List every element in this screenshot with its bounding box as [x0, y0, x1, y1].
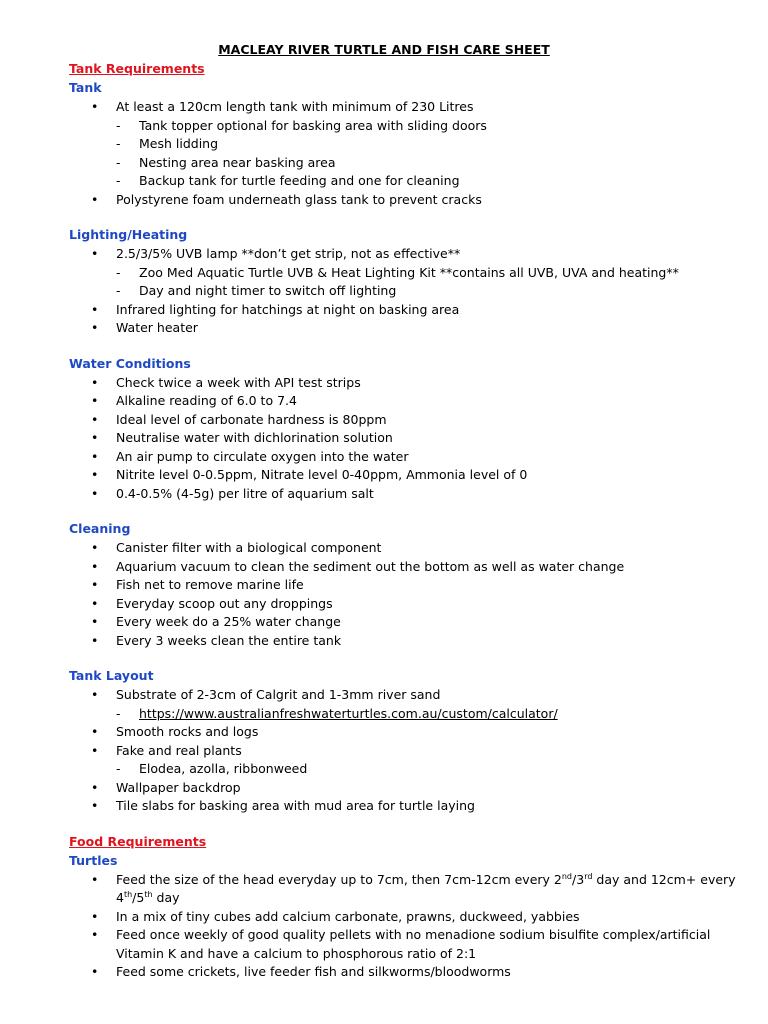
list-item: • Aquarium vacuum to clean the sediment out the bottom as well as water change [91, 558, 625, 574]
list-item: • Everyday scoop out any droppings [91, 595, 333, 611]
subheading-cleaning: Cleaning [69, 521, 131, 536]
subheading-water-conditions: Water Conditions [69, 355, 191, 371]
list-item: • Polystyrene foam underneath glass tank to prevent cracks [91, 191, 482, 207]
subheading-tank: Tank [69, 80, 102, 95]
subheading-tank-layout: Tank Layout [69, 668, 154, 683]
list-item: • Infrared lighting for hatchings at night on basking area [91, 301, 460, 317]
section-heading-food-requirements: Food Requirements [69, 833, 207, 849]
sub-list-item: - Nesting area near basking area [116, 154, 336, 170]
list-item: • An air pump to circulate oxygen into the water [91, 448, 409, 464]
list-item: • Every 3 weeks clean the entire tank [91, 632, 342, 648]
list-item: • Every week do a 25% water change [91, 614, 341, 629]
list-item: • Nitrite level 0-0.5ppm, Nitrate level 0-40ppm, Ammonia level of 0 [91, 467, 528, 482]
list-item: • Feed the size of the head everyday up to 7cm, then 7cm-12cm every 2nd/3rd day and 12cm+ every 4th/5th day [91, 871, 736, 905]
list-item: • Water heater [91, 320, 198, 335]
sub-list-item: - Day and night timer to switch off lighting [116, 283, 397, 298]
list-item: • Wallpaper backdrop [91, 779, 241, 795]
list-item: • Ideal level of carbonate hardness is 80ppm [91, 411, 387, 427]
list-item: • Tile slabs for basking area with mud area for turtle laying [91, 798, 475, 813]
list-item: • 0.4-0.5% (4-5g) per litre of aquarium salt [91, 485, 374, 501]
list-item: • 2.5/3/5% UVB lamp **don’t get strip, not as effective** [91, 246, 461, 261]
sub-list-item: - Mesh lidding [116, 136, 219, 151]
sub-list-item: - Zoo Med Aquatic Turtle UVB & Heat Lighting Kit **contains all UVB, UVA and heating** [116, 264, 679, 280]
sub-list-item: - Backup tank for turtle feeding and one for cleaning [116, 173, 460, 188]
list-item: • Alkaline reading of 6.0 to 7.4 [91, 393, 297, 408]
subheading-turtles: Turtles [69, 852, 118, 868]
section-heading-tank-requirements: Tank Requirements [69, 61, 205, 76]
list-item: • Smooth rocks and logs [91, 724, 259, 739]
sub-list-item: - https://www.australianfreshwaterturtles.com.au/custom/calculator/ [69, 705, 739, 724]
list-item: • Feed once weekly of good quality pellets with no menadione sodium bisulfite complex/artificial Vitamin K and have a calcium to phosphorous ratio of 2:1 [91, 927, 711, 961]
document-title: MACLEAY RIVER TURTLE AND FISH CARE SHEET [218, 42, 550, 57]
list-item: • Fake and real plants [91, 742, 242, 758]
list-item: • Neutralise water with dichlorination solution [91, 430, 393, 445]
list-item: • Fish net to remove marine life [91, 577, 304, 592]
document-body [69, 60, 739, 982]
subheading-lighting-heating: Lighting/Heating [69, 227, 188, 242]
list-item: • Check twice a week with API test strips [91, 374, 361, 390]
list-item: • In a mix of tiny cubes add calcium carbonate, prawns, duckweed, yabbies [91, 908, 580, 924]
sub-list-item: - Tank topper optional for basking area with sliding doors [116, 117, 487, 133]
list-item: • At least a 120cm length tank with minimum of 230 Litres [91, 99, 474, 114]
sub-list-item: - Elodea, azolla, ribbonweed [116, 761, 308, 776]
list-item: • Substrate of 2-3cm of Calgrit and 1-3mm river sand [91, 687, 441, 702]
calculator-link[interactable]: https://www.australianfreshwaterturtles.com.au/custom/calculator/ [139, 705, 558, 721]
list-item: • Canister filter with a biological component [91, 540, 382, 555]
list-item: • Feed some crickets, live feeder fish and silkworms/bloodworms [91, 964, 511, 979]
